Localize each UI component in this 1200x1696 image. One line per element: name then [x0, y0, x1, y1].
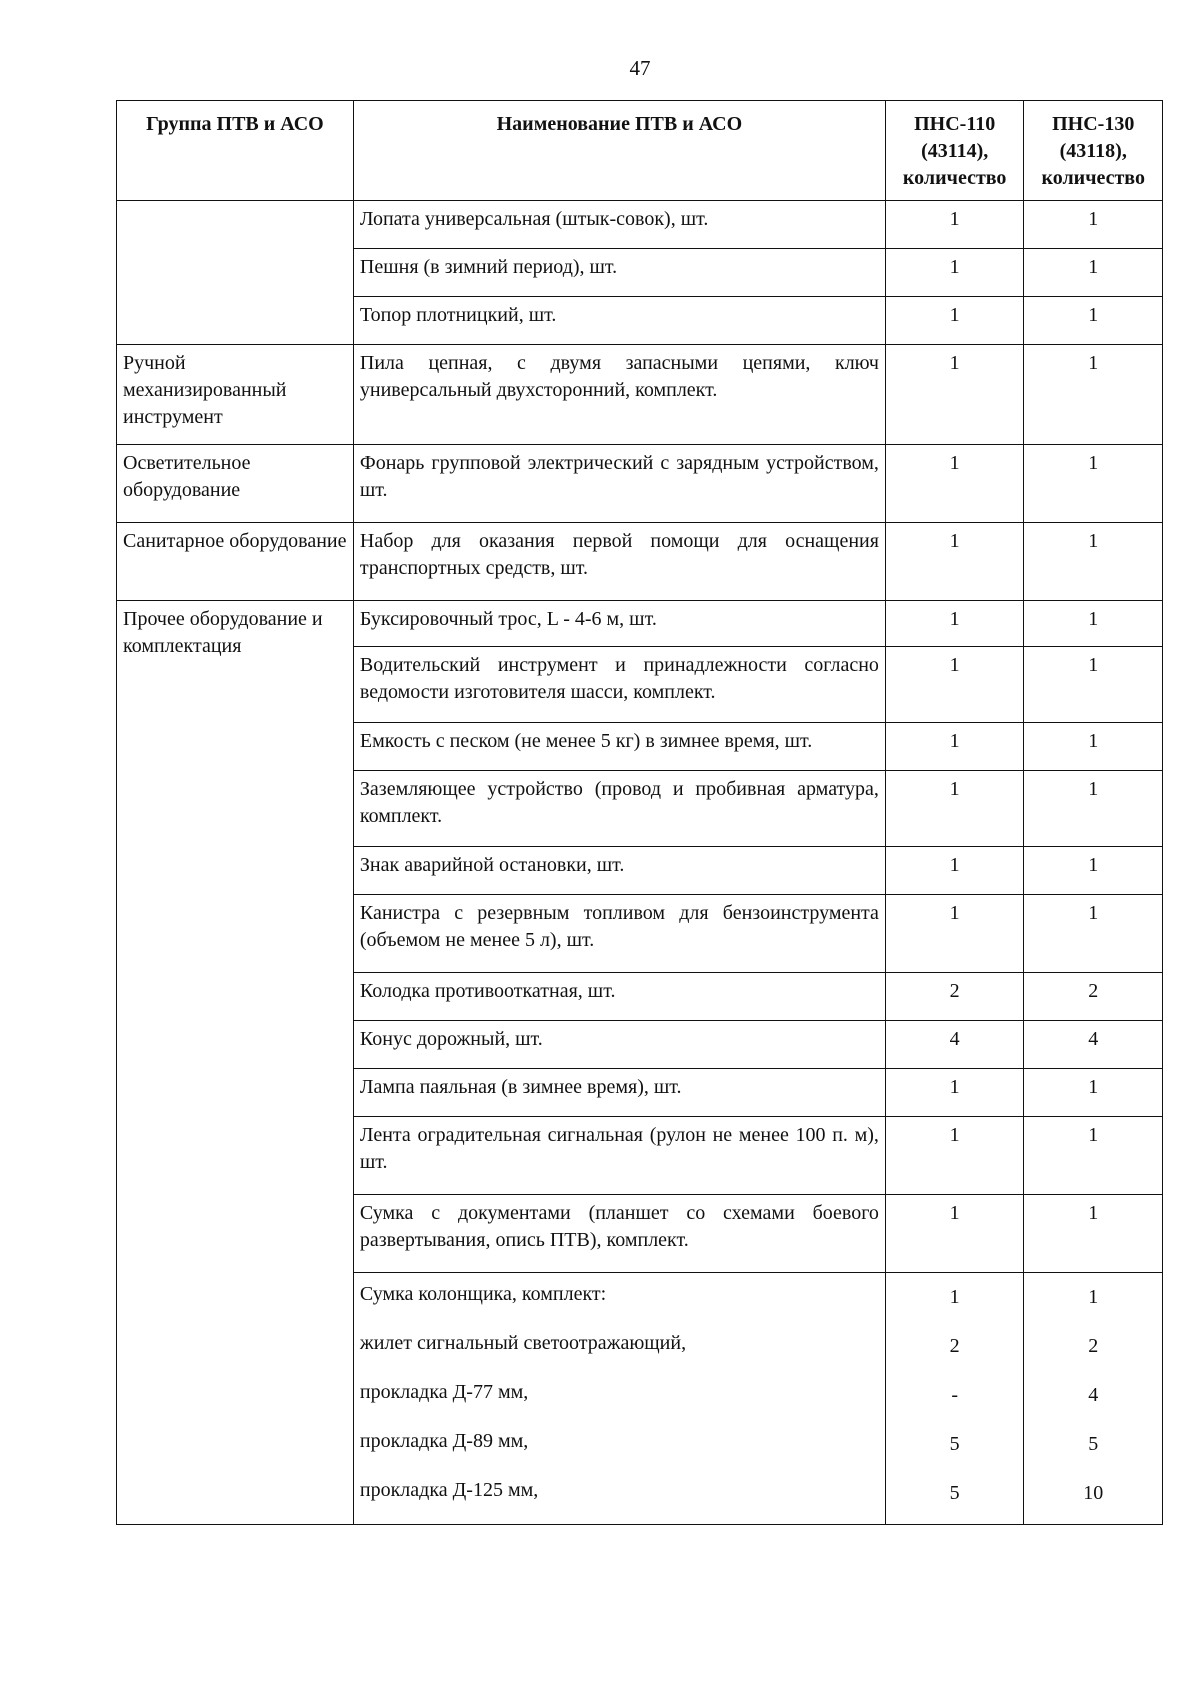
- qty-pns110: 1: [885, 523, 1024, 601]
- group-cell: Санитарное оборудование: [117, 523, 354, 601]
- page-number: 47: [629, 56, 651, 80]
- qty-pns130: 1: [1024, 201, 1163, 249]
- header-pns110: [885, 101, 1024, 201]
- group-cell: Осветительное оборудование: [117, 445, 354, 523]
- qty-pns110: 1: [885, 345, 1024, 445]
- kit-item-name: прокладка Д-89 мм,: [359, 1430, 529, 1452]
- header-pns110-line2: (43114),: [921, 140, 989, 162]
- header-pns130-line2: (43118),: [1059, 140, 1127, 162]
- qty-pns130: 1: [1024, 1117, 1163, 1195]
- item-name: Пешня (в зимний период), шт.: [353, 249, 885, 297]
- table-row: [117, 345, 1163, 445]
- qty-pns130: 1: [1024, 647, 1163, 723]
- qty-pns110: 1: [885, 647, 1024, 723]
- qty-pns130: 1: [1024, 445, 1163, 523]
- qty-pns110: 1: [885, 601, 1024, 647]
- qty-pns110: 2: [885, 973, 1024, 1021]
- kit-qty: -: [951, 1384, 959, 1406]
- qty-pns130: 1: [1024, 847, 1163, 895]
- group-cell: Прочее оборудование и комплектация: [117, 601, 354, 1525]
- item-name: Лопата универсальная (штык-совок), шт.: [353, 201, 885, 249]
- qty-pns110: 1: [885, 771, 1024, 847]
- kit-qty: 5: [1088, 1433, 1099, 1455]
- qty-pns110: 1: [885, 1117, 1024, 1195]
- group-cell: Ручной механизированный инструмент: [117, 345, 354, 445]
- qty-pns130: 4: [1024, 1021, 1163, 1069]
- qty-pns130: 1: [1024, 771, 1163, 847]
- item-name: Набор для оказания первой помощи для оснащения транспортных средств, шт.: [353, 523, 885, 601]
- qty-pns110: 1: [885, 895, 1024, 973]
- qty-pns130: 1: [1024, 249, 1163, 297]
- qty-pns110: 1: [885, 201, 1024, 249]
- qty-pns130: 2: [1024, 973, 1163, 1021]
- header-pns130-line3: количество: [1041, 167, 1145, 189]
- kit-qty: 1: [949, 1286, 960, 1308]
- kit-names: [353, 1273, 885, 1525]
- qty-pns130: 1: [1024, 723, 1163, 771]
- kit-qty-pns130: [1024, 1273, 1163, 1525]
- item-name: Знак аварийной остановки, шт.: [353, 847, 885, 895]
- qty-pns110: 1: [885, 249, 1024, 297]
- header-group: Группа ПТВ и АСО: [117, 101, 354, 201]
- item-name: Пила цепная, с двумя запасными цепями, ключ универсальный двухсторонний, комплект.: [353, 345, 885, 445]
- item-name: Топор плотницкий, шт.: [353, 297, 885, 345]
- kit-item-name: прокладка Д-77 мм,: [359, 1381, 529, 1403]
- item-name: Конус дорожный, шт.: [353, 1021, 885, 1069]
- kit-item-name: жилет сигнальный светоотражающий,: [359, 1332, 687, 1354]
- qty-pns130: 1: [1024, 297, 1163, 345]
- item-name: Заземляющее устройство (провод и пробивная арматура, комплект.: [353, 771, 885, 847]
- item-name: Водительский инструмент и принадлежности согласно ведомости изготовителя шасси, комплект.: [353, 647, 885, 723]
- kit-qty-pns110: [885, 1273, 1024, 1525]
- header-pns130: [1024, 101, 1163, 201]
- item-name: Лампа паяльная (в зимнее время), шт.: [353, 1069, 885, 1117]
- kit-qty: 1: [1088, 1286, 1099, 1308]
- kit-qty: 5: [949, 1482, 960, 1504]
- header-pns130-line1: ПНС-130: [1052, 113, 1135, 135]
- qty-pns110: 1: [885, 847, 1024, 895]
- qty-pns110: 1: [885, 723, 1024, 771]
- qty-pns110: 1: [885, 297, 1024, 345]
- kit-qty: 2: [1088, 1335, 1099, 1357]
- qty-pns130: 1: [1024, 523, 1163, 601]
- table-header-row: [117, 101, 1163, 201]
- item-name: Емкость с песком (не менее 5 кг) в зимнее время, шт.: [353, 723, 885, 771]
- qty-pns110: 1: [885, 1069, 1024, 1117]
- item-name: Фонарь групповой электрический с зарядным устройством, шт.: [353, 445, 885, 523]
- group-cell-empty: [117, 201, 354, 345]
- header-pns110-line3: количество: [902, 167, 1007, 189]
- kit-item-name: Сумка колонщика, комплект:: [359, 1283, 607, 1305]
- item-name: Буксировочный трос, L - 4-6 м, шт.: [353, 601, 885, 647]
- qty-pns130: 1: [1024, 1069, 1163, 1117]
- qty-pns130: 1: [1024, 1195, 1163, 1273]
- item-name: Колодка противооткатная, шт.: [353, 973, 885, 1021]
- qty-pns130: 1: [1024, 345, 1163, 445]
- equipment-table: [116, 100, 1163, 1525]
- item-name: Лента оградительная сигнальная (рулон не менее 100 п. м), шт.: [353, 1117, 885, 1195]
- item-name: Сумка с документами (планшет со схемами боевого развертывания, опись ПТВ), комплект.: [353, 1195, 885, 1273]
- qty-pns110: 1: [885, 445, 1024, 523]
- kit-qty: 2: [949, 1335, 960, 1357]
- table-row: [117, 201, 1163, 249]
- kit-qty: 10: [1083, 1482, 1104, 1504]
- qty-pns130: 1: [1024, 895, 1163, 973]
- qty-pns110: 4: [885, 1021, 1024, 1069]
- qty-pns130: 1: [1024, 601, 1163, 647]
- header-pns110-line1: ПНС-110: [914, 113, 996, 135]
- kit-qty: 4: [1088, 1384, 1099, 1406]
- table-row: [117, 523, 1163, 601]
- kit-item-name: прокладка Д-125 мм,: [359, 1479, 539, 1501]
- table-row: [117, 601, 1163, 647]
- item-name: Канистра с резервным топливом для бензоинструмента (объемом не менее 5 л), шт.: [353, 895, 885, 973]
- table-row: [117, 445, 1163, 523]
- kit-qty: 5: [949, 1433, 960, 1455]
- header-name: Наименование ПТВ и АСО: [353, 101, 885, 201]
- qty-pns110: 1: [885, 1195, 1024, 1273]
